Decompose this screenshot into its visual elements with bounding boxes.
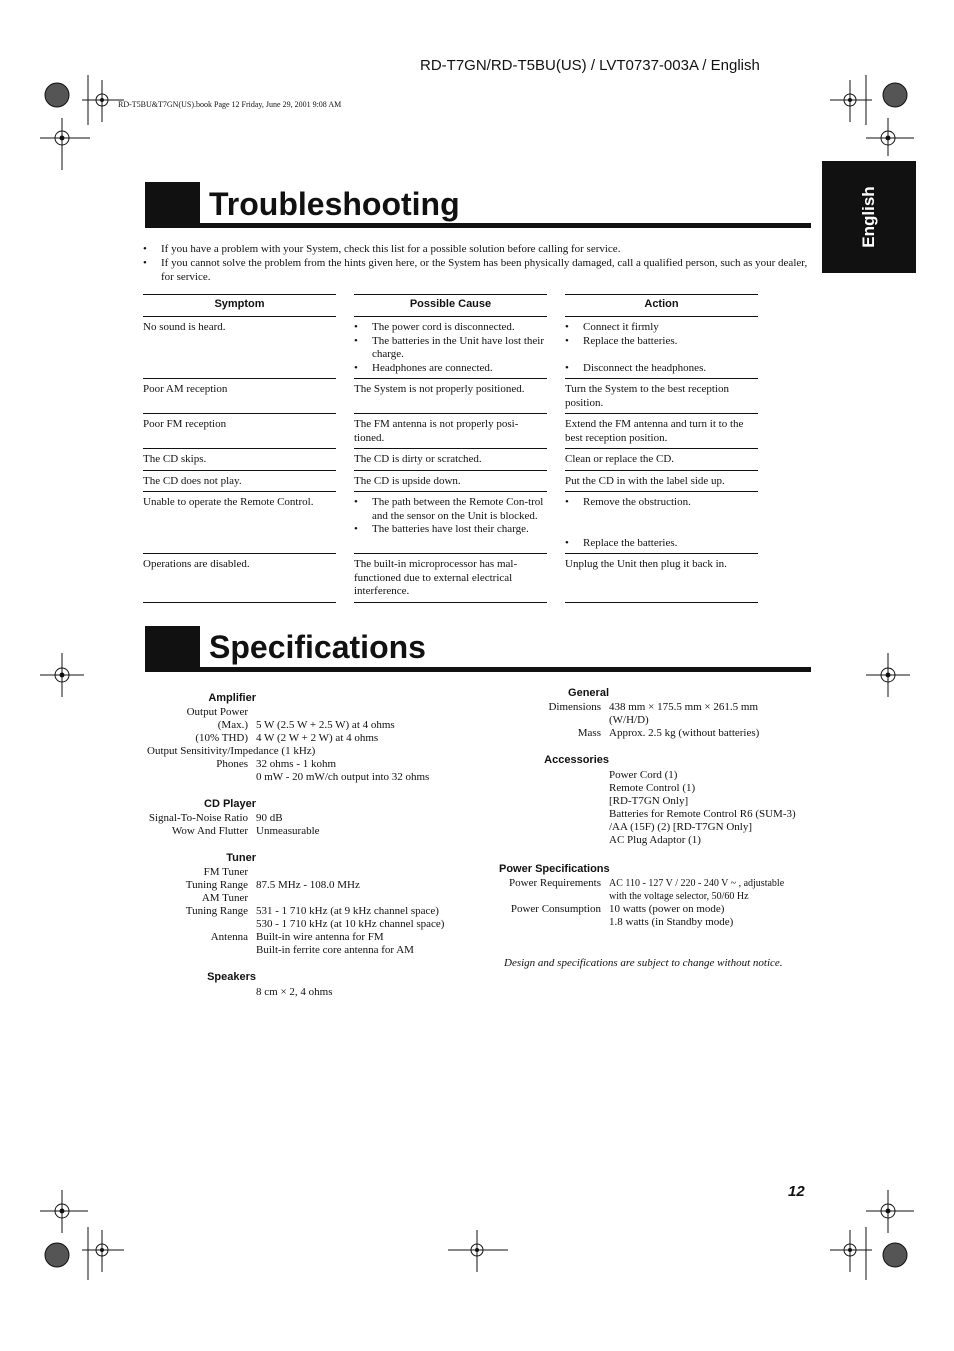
accessory-item: AC Plug Adaptor (1) bbox=[609, 834, 701, 846]
symptom-cell: Poor AM reception bbox=[143, 379, 336, 414]
spec-value: 8 cm × 2, 4 ohms bbox=[256, 986, 333, 998]
cause-item: • The path between the Remote Con-trol and the sensor on the Unit is blocked. bbox=[354, 496, 547, 523]
table-header-row bbox=[143, 294, 758, 317]
spec-value: AC 110 - 127 V / 220 - 240 V ~ , adjustable bbox=[609, 878, 785, 889]
cause-cell: The FM antenna is not properly posi-tioned. bbox=[354, 414, 547, 449]
tuner-heading: Tuner bbox=[226, 852, 256, 864]
action-cell: Put the CD in with the label side up. bbox=[565, 471, 758, 493]
troubleshooting-intro bbox=[143, 242, 813, 284]
cause-cell: The System is not properly positioned. bbox=[354, 379, 547, 414]
language-tab-label: English bbox=[859, 186, 878, 248]
symptom-cell: The CD skips. bbox=[143, 449, 336, 471]
spec-label: Output Power bbox=[186, 706, 248, 718]
cause-item: • The batteries have lost their charge. bbox=[354, 523, 547, 537]
symptom-cell: Poor FM reception bbox=[143, 414, 336, 449]
accessories-heading: Accessories bbox=[544, 754, 609, 766]
accessory-item: Batteries for Remote Control R6 (SUM-3) bbox=[609, 808, 796, 820]
cause-item: • The batteries in the Unit have lost their charge. bbox=[354, 335, 547, 362]
cause-item: • Headphones are connected. bbox=[354, 362, 547, 376]
spec-label: (Max.) bbox=[217, 719, 248, 731]
action-item: • Remove the obstruction. bbox=[565, 496, 758, 510]
intro-item: • If you cannot solve the problem from the hints given here, or the System has been physically damaged, call a qualified person, such as your dealer, for service. bbox=[143, 257, 808, 283]
spec-value: Built-in wire antenna for FM bbox=[256, 931, 384, 943]
cause-cell: The CD is dirty or scratched. bbox=[354, 449, 547, 471]
power-heading: Power Specifications bbox=[499, 863, 610, 875]
action-cell: Unplug the Unit then plug it back in. bbox=[565, 554, 758, 603]
spec-value: Built-in ferrite core antenna for AM bbox=[256, 944, 414, 956]
action-item: • Disconnect the headphones. bbox=[565, 362, 758, 376]
cause-cell: The built-in microprocessor has mal-functioned due to external electrical interference. bbox=[354, 554, 547, 603]
cause-item: • The power cord is disconnected. bbox=[354, 321, 547, 335]
action-cell: Turn the System to the best reception position. bbox=[565, 379, 758, 414]
table-row bbox=[143, 492, 758, 554]
table-row bbox=[143, 449, 758, 471]
specifications-note: Design and specifications are subject to change without notice. bbox=[504, 957, 783, 969]
symptom-cell: The CD does not play. bbox=[143, 471, 336, 493]
section-marker bbox=[145, 626, 200, 672]
section-rule bbox=[200, 667, 811, 672]
symptom-cell: Unable to operate the Remote Control. bbox=[143, 492, 336, 554]
spec-value: Approx. 2.5 kg (without batteries) bbox=[609, 727, 760, 739]
table-row bbox=[143, 471, 758, 493]
spec-value: 32 ohms - 1 kohm bbox=[256, 758, 337, 770]
spec-value: Unmeasurable bbox=[256, 825, 320, 837]
symptom-cell: No sound is heard. bbox=[143, 317, 336, 379]
spec-label: Power Consumption bbox=[510, 903, 601, 915]
action-item: • Connect it firmly bbox=[565, 321, 758, 335]
spec-label: Antenna bbox=[210, 931, 248, 943]
table-row bbox=[143, 379, 758, 414]
accessory-item: [RD-T7GN Only] bbox=[609, 795, 689, 807]
action-cell bbox=[565, 317, 758, 379]
spec-value: 4 W (2 W + 2 W) at 4 ohms bbox=[256, 732, 379, 744]
spec-label: Output Sensitivity/Impedance (1 kHz) bbox=[147, 745, 316, 757]
column-header-symptom: Symptom bbox=[143, 294, 336, 317]
column-header-action: Action bbox=[565, 294, 758, 317]
cause-cell: The CD is upside down. bbox=[354, 471, 547, 493]
spec-value: 10 watts (power on mode) bbox=[609, 903, 725, 915]
cd-player-heading: CD Player bbox=[204, 798, 256, 810]
spec-label: Power Requirements bbox=[509, 877, 601, 889]
accessory-item: Power Cord (1) bbox=[609, 769, 678, 781]
action-cell: Clean or replace the CD. bbox=[565, 449, 758, 471]
spec-label: Wow And Flutter bbox=[171, 825, 248, 837]
table-row bbox=[143, 554, 758, 603]
spec-value: 87.5 MHz - 108.0 MHz bbox=[256, 879, 360, 891]
spec-label: AM Tuner bbox=[201, 892, 248, 904]
intro-item: • If you have a problem with your System, check this list for a possible solution before calling for service. bbox=[143, 243, 621, 255]
spec-label: Phones bbox=[216, 758, 248, 770]
specifications-title: Specifications bbox=[209, 629, 426, 665]
document-reference: RD-T7GN/RD-T5BU(US) / LVT0737-003A / English bbox=[420, 57, 760, 74]
specs-right-column bbox=[499, 679, 817, 929]
spec-label: Mass bbox=[577, 727, 601, 739]
spec-value: 531 - 1 710 kHz (at 9 kHz channel space) bbox=[256, 905, 439, 917]
action-cell: Extend the FM antenna and turn it to the best reception position. bbox=[565, 414, 758, 449]
section-rule bbox=[200, 223, 811, 228]
table-row bbox=[143, 317, 758, 379]
action-item: • Replace the batteries. bbox=[565, 335, 758, 349]
troubleshooting-table bbox=[143, 294, 758, 603]
action-item: • Replace the batteries. bbox=[565, 537, 758, 551]
spec-value: 0 mW - 20 mW/ch output into 32 ohms bbox=[256, 771, 430, 783]
spec-label: (10% THD) bbox=[195, 732, 248, 744]
spec-value: with the voltage selector, 50/60 Hz bbox=[609, 891, 749, 902]
table-row bbox=[143, 414, 758, 449]
spec-value: 530 - 1 710 kHz (at 10 kHz channel space) bbox=[256, 918, 445, 930]
spec-value: 5 W (2.5 W + 2.5 W) at 4 ohms bbox=[256, 719, 395, 731]
accessory-item: /AA (15F) (2) [RD-T7GN Only] bbox=[609, 821, 752, 833]
spec-label: Signal-To-Noise Ratio bbox=[148, 812, 248, 824]
column-header-cause: Possible Cause bbox=[354, 294, 547, 317]
cause-cell bbox=[354, 492, 547, 554]
accessory-item: Remote Control (1) bbox=[609, 782, 696, 794]
amplifier-heading: Amplifier bbox=[208, 692, 256, 704]
specs-left-column bbox=[143, 684, 483, 999]
spec-value: (W/H/D) bbox=[609, 714, 649, 726]
spec-label: Tuning Range bbox=[185, 905, 248, 917]
symptom-cell: Operations are disabled. bbox=[143, 554, 336, 603]
spec-value: 438 mm × 175.5 mm × 261.5 mm bbox=[609, 701, 758, 713]
general-heading: General bbox=[568, 687, 609, 699]
spec-value: 1.8 watts (in Standby mode) bbox=[609, 916, 734, 928]
spec-label: Tuning Range bbox=[185, 879, 248, 891]
spec-label: FM Tuner bbox=[203, 866, 248, 878]
book-file-line: RD-T5BU&T7GN(US).book Page 12 Friday, June 29, 2001 9:08 AM bbox=[118, 100, 342, 109]
cause-cell bbox=[354, 317, 547, 379]
spec-value: 90 dB bbox=[256, 812, 283, 824]
troubleshooting-title: Troubleshooting bbox=[209, 186, 460, 222]
action-cell bbox=[565, 492, 758, 554]
section-marker bbox=[145, 182, 200, 228]
speakers-heading: Speakers bbox=[207, 971, 256, 983]
page-number: 12 bbox=[788, 1183, 805, 1200]
spec-label: Dimensions bbox=[548, 701, 601, 713]
